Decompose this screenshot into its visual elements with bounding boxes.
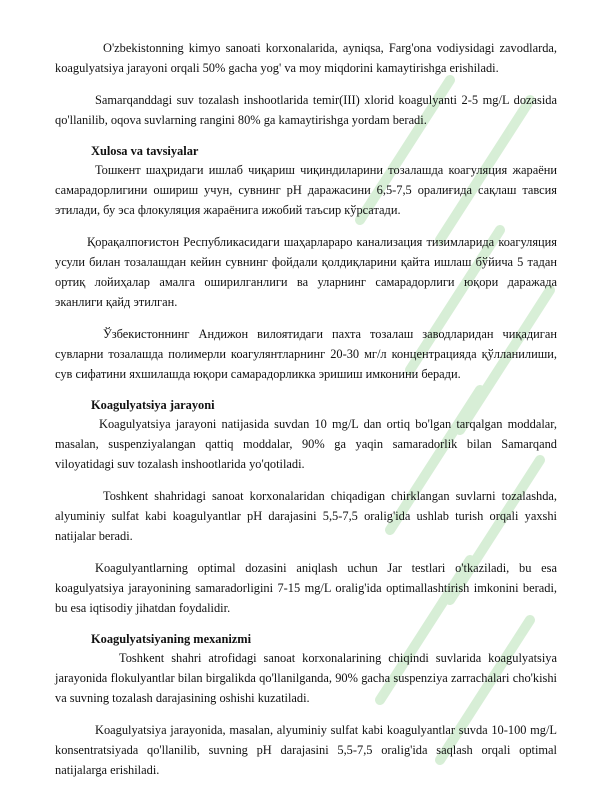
- document-body: [55, 38, 557, 780]
- section-heading-mechanism: Koagulyatsiyaning mexanizmi: [91, 632, 252, 646]
- paragraph-8: Koagulyantlarning optimal dozasini aniqlash uchun Jar testlari o'tkaziladi, bu esa koagulyatsiya jarayonining samaradorligini 7-15 mg/L oralig'ida optimallashtirish imkonini beradi, bu esa iqtisodiy jihatdan foydalidir.: [55, 561, 557, 615]
- paragraph-4: Қорақалпоғистон Республикасидаги шаҳарлараро канализация тизимларида коагуляция усули билан тозалашдан кейин сувнинг фойдали қолдиқларини қайта ишлаш бўйича 5 тадан ортиқ лойиҳалар амалга оширилганлиги ва уларнинг самарадорлиги юқори даражада эканлиги қайд этилган.: [55, 235, 557, 309]
- paragraph-6: Koagulyatsiya jarayoni natijasida suvdan 10 mg/L dan ortiq bo'lgan tarqalgan moddalar, masalan, suspenziyalangan qattiq moddalar, 90% ga yaqin samaradorlik bilan Samarqand viloyatidagi suv tozalash inshootlarida yo'qotiladi.: [55, 417, 557, 471]
- section-heading-coagulation: Koagulyatsiya jarayoni: [91, 398, 215, 412]
- paragraph-1: O'zbekistonning kimyo sanoati korxonalarida, ayniqsa, Farg'ona vodiysidagi zavodlarda, koagulyatsiya jarayoni orqali 50% gacha yog' va moy miqdorini kamaytirishga erishiladi.: [55, 41, 557, 75]
- paragraph-5: Ўзбекистоннинг Андижон вилоятидаги пахта тозалаш заводларидан чиқадиган сувларни тозалашда полимерли коагулянтларнинг 20-30 мг/л концентрацияда қўлланилиши, сув сифатини яхшилашда юқори самарадорликка эришиш имконини беради.: [55, 327, 557, 381]
- paragraph-3: Тошкент шаҳридаги ишлаб чиқариш чиқиндиларини тозалашда коагуляция жараёни самарадорлигини ошириш учун, сувнинг pH даражасини 6,5-7,5 оралиғида сақлаш тавсия этилади, бу эса флокуляция жараёнига ижобий таъсир кўрсатади.: [55, 163, 557, 217]
- paragraph-7: Toshkent shahridagi sanoat korxonalaridan chiqadigan chirklangan suvlarni tozalashda, alyuminiy sulfat kabi koagulyantlar pH darajasini 5,5-7,5 oralig'ida ushlab turish orqali yaxshi natijalar beradi.: [55, 489, 557, 543]
- paragraph-10: Koagulyatsiya jarayonida, masalan, alyuminiy sulfat kabi koagulyantlar suvda 10-100 mg/L konsentratsiyada qo'llanilib, suvning pH darajasini 5,5-7,5 oralig'ida saqlash orqali optimal natijalarga erishiladi.: [55, 723, 557, 777]
- section-heading-conclusions: Xulosa va tavsiyalar: [91, 144, 199, 158]
- paragraph-2: Samarqanddagi suv tozalash inshootlarida temir(III) xlorid koagulyanti 2-5 mg/L dozasida qo'llanilib, oqova suvlarning rangini 80% ga kamaytirishga yordam beradi.: [55, 93, 557, 127]
- paragraph-9: Toshkent shahri atrofidagi sanoat korxonalarining chiqindi suvlarida koagulyatsiya jarayonida flokulyantlar bilan birgalikda qo'llanilganda, 90% gacha suspenziya zarrachalari cho'kishi va suvning tozalash darajasining oshishi kuzatiladi.: [55, 651, 557, 705]
